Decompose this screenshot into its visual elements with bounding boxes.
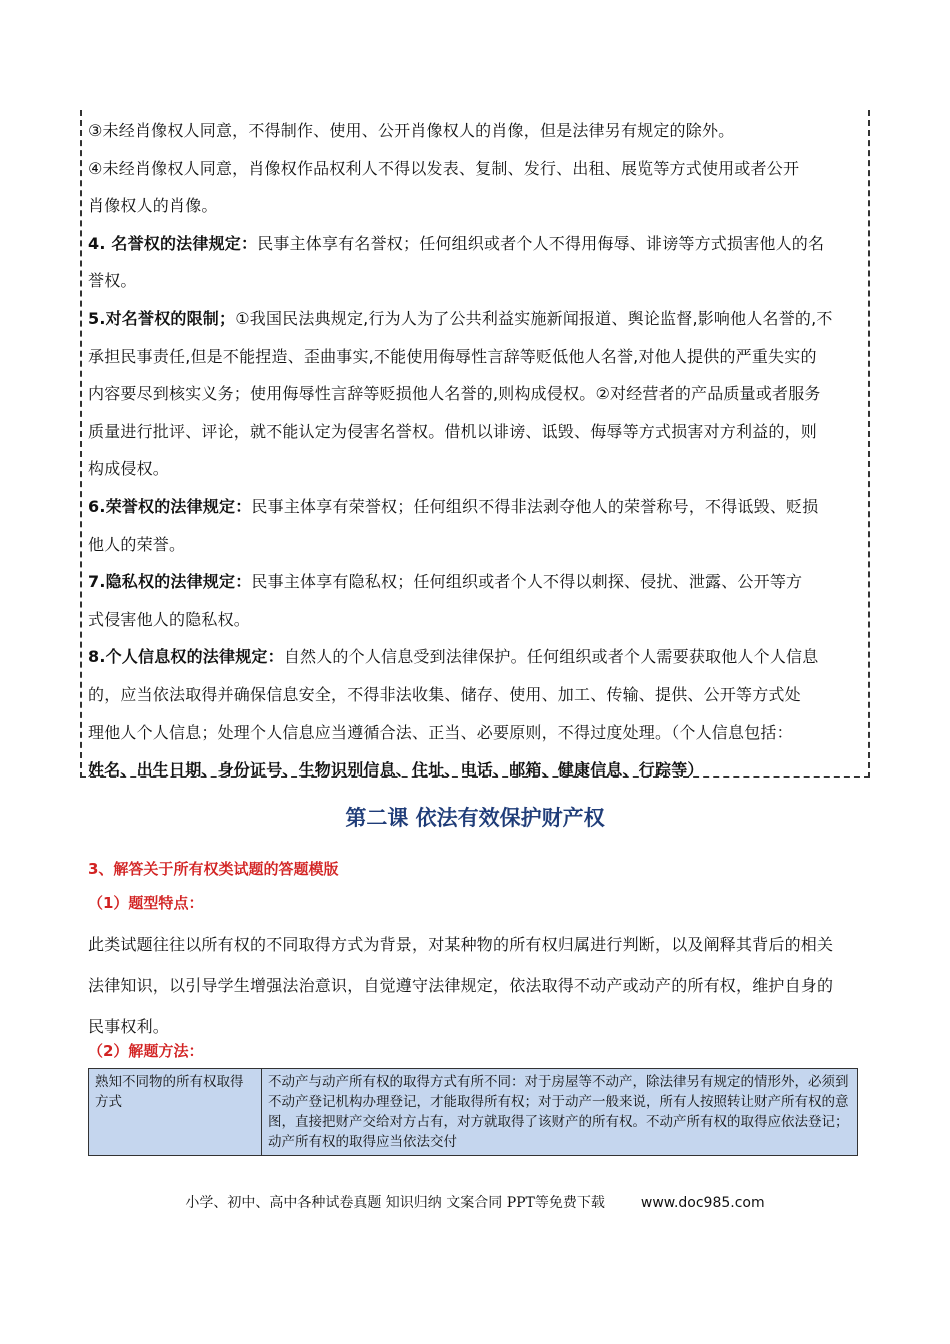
features-paragraph xyxy=(88,924,868,1047)
subheading-features: （1）题型特点： xyxy=(88,894,204,912)
reputation-limit-text: ①我国民法典规定,行为人为了公共利益实施新闻报道、舆论监督,影响他人名誉的,不 xyxy=(235,308,833,328)
reputation-limit-line xyxy=(88,300,866,338)
box-line: ④未经肖像权人同意，肖像权作品权利人不得以发表、复制、发行、出租、展览等方式使用或者公开 xyxy=(88,158,800,178)
personal-info-list: 姓名、出生日期、身份证号、生物识别信息、住址、电话、邮箱、健康信息、行踪等） xyxy=(88,760,704,780)
section-heading: 3、解答关于所有权类试题的答题模版 xyxy=(88,860,339,878)
reputation-law-heading: 4. 名誉权的法律规定： xyxy=(88,233,258,253)
footer-url[interactable]: www.doc985.com xyxy=(640,1195,765,1211)
reputation-limit-line-2: 承担民事责任,但是不能捏造、歪曲事实,不能使用侮辱性言辞等贬低他人名誉,对他人提供的严重失实的 xyxy=(88,346,817,366)
paragraph-line: 民事权利。 xyxy=(88,1017,170,1036)
privacy-law-line xyxy=(88,563,866,601)
reputation-limit-heading: 5.对名誉权的限制； xyxy=(88,308,236,328)
method-table xyxy=(88,1068,858,1156)
privacy-law-text: 民事主体享有隐私权；任何组织或者个人不得以刺探、侵扰、泄露、公开等方 xyxy=(251,572,803,592)
method-detail-cell: 不动产与动产所有权的取得方式有所不同：对于房屋等不动产，除法律另有规定的情形外，必须到不动产登记机构办理登记，才能取得所有权；对于动产一般来说，所有人按照转让财产所有权的意图，直接把财产交给对方占有，对方就取得了该财产的所有权。不动产所有权的取得应依法登记；动产所有权的取得应当依法交付 xyxy=(262,1069,858,1156)
reputation-law-line-2: 誉权。 xyxy=(88,271,137,291)
personal-info-law-line-2: 的，应当依法取得并确保信息安全，不得非法收集、储存、使用、加工、传输、提供、公开等方式处 xyxy=(88,684,801,704)
reputation-limit-line-5: 构成侵权。 xyxy=(88,459,170,479)
lesson-title: 第二课 依法有效保护财产权 xyxy=(345,806,605,830)
personal-info-law-line-4 xyxy=(88,751,866,789)
privacy-law-heading: 7.隐私权的法律规定： xyxy=(88,572,252,592)
footer-text: 小学、初中、高中各种试卷真题 知识归纳 文案合同 PPT等免费下载 xyxy=(185,1195,605,1211)
personal-info-law-text: 自然人的个人信息受到法律保护。任何组织或者个人需要获取他人个人信息 xyxy=(283,647,819,667)
method-topic-cell: 熟知不同物的所有权取得方式 xyxy=(89,1069,262,1156)
reputation-limit-line-4: 质量进行批评、评论，就不能认定为侵害名誉权。借机以诽谤、诋毁、侮辱等方式损害对方利益的，则 xyxy=(88,421,818,441)
notes-content xyxy=(88,112,866,789)
reputation-law-text: 民事主体享有名誉权；任何组织或者个人不得用侮辱、诽谤等方式损害他人的名 xyxy=(257,233,825,253)
personal-info-law-line-3: 理他人个人信息；处理个人信息应当遵循合法、正当、必要原则，不得过度处理。（个人信息包括： xyxy=(88,722,793,742)
privacy-law-line-2: 式侵害他人的隐私权。 xyxy=(88,609,251,629)
honor-law-line xyxy=(88,488,866,526)
honor-law-heading: 6.荣誉权的法律规定： xyxy=(88,496,252,516)
honor-law-text: 民事主体享有荣誉权；任何组织不得非法剥夺他人的荣誉称号，不得诋毁、贬损 xyxy=(251,496,819,516)
personal-info-law-line xyxy=(88,638,866,676)
subheading-methods: （2）解题方法： xyxy=(88,1042,204,1060)
table-row xyxy=(89,1069,858,1156)
personal-info-law-heading: 8.个人信息权的法律规定： xyxy=(88,647,284,667)
paragraph-line: 此类试题往往以所有权的不同取得方式为背景，对某种物的所有权归属进行判断，以及阐释其背后的相关 xyxy=(88,935,834,954)
reputation-law-line xyxy=(88,225,866,263)
paragraph-line: 法律知识，以引导学生增强法治意识，自觉遵守法律规定，依法取得不动产或动产的所有权，维护自身的 xyxy=(88,976,834,995)
reputation-limit-line-3: 内容要尽到核实义务；使用侮辱性言辞等贬损他人名誉的,则构成侵权。②对经营者的产品质量或者服务 xyxy=(88,384,821,404)
box-line: ③未经肖像权人同意，不得制作、使用、公开肖像权人的肖像，但是法律另有规定的除外。 xyxy=(88,121,735,140)
page-footer xyxy=(0,1192,950,1212)
box-line: 肖像权人的肖像。 xyxy=(88,196,218,216)
honor-law-line-2: 他人的荣誉。 xyxy=(88,534,186,554)
